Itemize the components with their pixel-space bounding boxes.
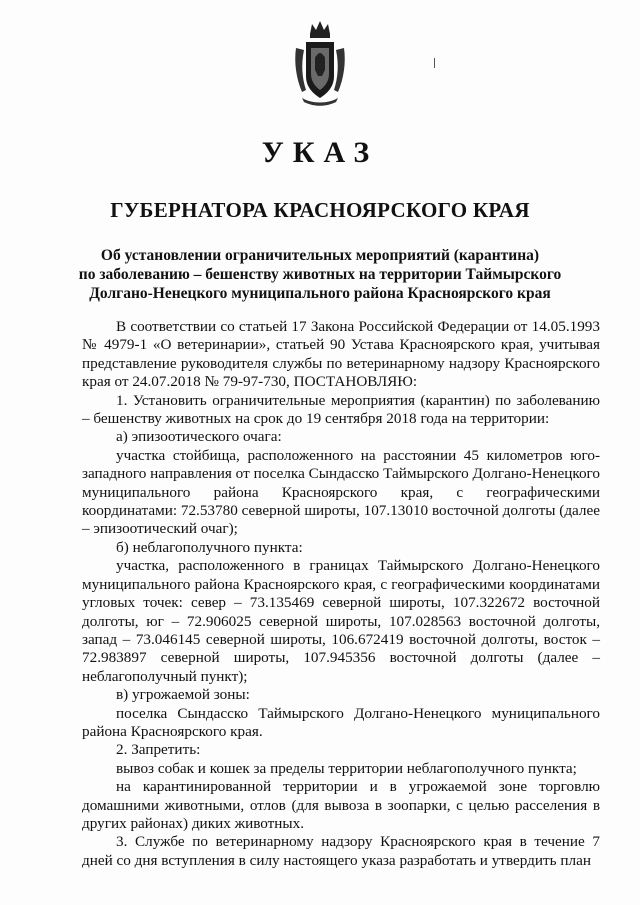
document-body [82,318,600,870]
clause-1: 1. Установить ограничительные мероприятия (карантин) по заболеванию – бешенству животных на срок до 19 сентября 2018 года на территории: [82,391,600,428]
heading-line: Об установлении ограничительных мероприятий (карантина) [100,247,540,264]
coat-of-arms-icon [292,18,348,106]
clause-1b-heading: б) неблагополучного пункта: [116,538,303,556]
heading-line: по заболеванию – бешенству животных на территории Таймырского [78,266,562,283]
decree-heading [70,246,570,303]
clause-3: 3. Службе по ветеринарному надзору Красноярского края в течение 7 дней со дня вступления в силу настоящего указа разработать и утвердить план [82,833,600,869]
scan-mark [434,58,435,68]
document-subtitle: ГУБЕРНАТОРА КРАСНОЯРСКОГО КРАЯ [110,198,530,222]
clause-1a-heading: а) эпизоотического очага: [116,428,282,446]
clause-1c-text: поселка Сындасско Таймырского Долгано-Ненецкого муниципального района Красноярского края. [82,704,600,740]
clause-2-item-1: вывоз собак и кошек за пределы территории неблагополучного пункта; [116,759,577,777]
clause-2: 2. Запретить: [116,741,201,759]
clause-1b-text: участка, расположенного в границах Таймырского Долгано-Ненецкого муниципального района Красноярского края, с географическими координатами угловых точек: север – 73.135469 северной широты, 107.322672 восточной долготы, юг – 72.906025 северной широты, 107.028563 восточной долготы, запад – 73.046145 северной широты, 106.672419 восточной долготы, восток – 72.983897 северной широты, 107.945356 восточной долготы (далее – неблагополучный пункт); [82,557,600,685]
clause-2-item-2: на карантинированной территории и в угрожаемой зоне торговлю домашними животными, отлов (для вывоза в зоопарки, с целью расселения в других районах) диких животных. [82,778,600,832]
preamble-paragraph: В соответствии со статьей 17 Закона Российской Федерации от 14.05.1993 № 4979-1 «О ветеринарии», статьей 90 Устава Красноярского края, учитывая представление руководителя службы по ветеринарному надзору Красноярского края от 24.07.2018 № 79-97-730, ПОСТАНОВЛЯЮ: [82,318,600,391]
document-title: УКАЗ [261,136,379,169]
heading-line: Долгано-Ненецкого муниципального района Красноярского края [89,285,551,302]
clause-1c-heading: в) угрожаемой зоны: [116,686,250,704]
clause-1a-text: участка стойбища, расположенного на расстоянии 45 километров юго-западного направления от поселка Сындасско Таймырского Долгано-Ненецкого муниципального района Красноярского края, с географическими координатами: 72.53780 северной широты, 107.13010 восточной долготы (далее – эпизоотический очаг); [82,446,600,538]
